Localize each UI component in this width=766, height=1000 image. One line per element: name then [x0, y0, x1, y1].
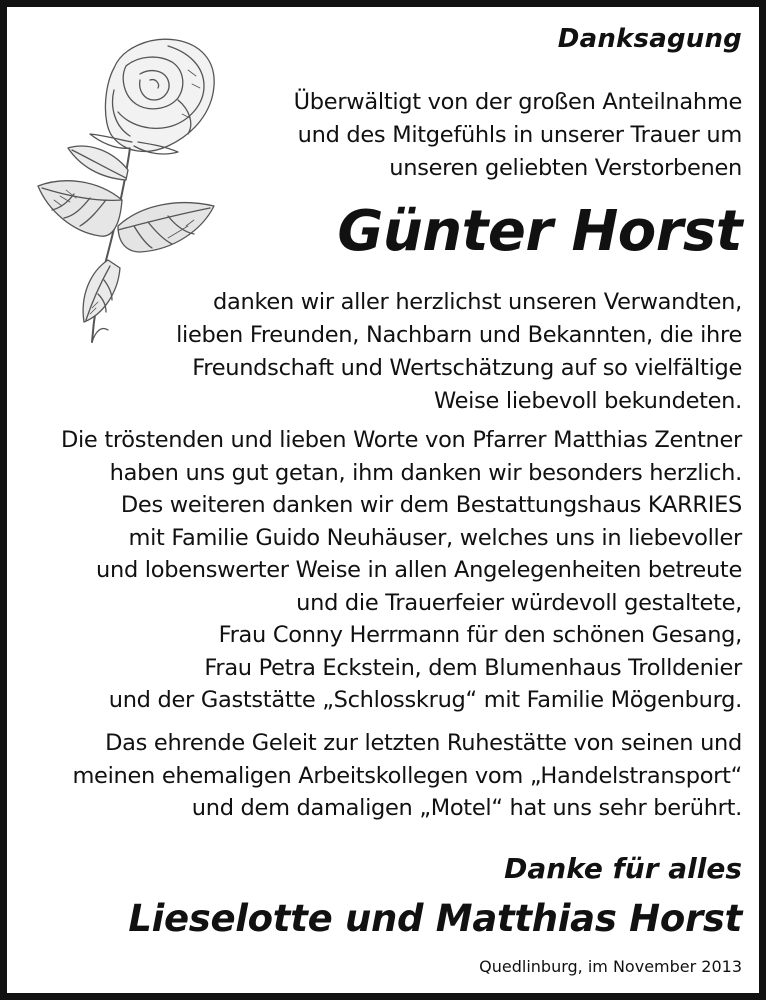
paragraph-line: und die Trauerfeier würdevoll gestaltete, [296, 589, 742, 616]
deceased-name: Günter Horst [337, 199, 742, 264]
paragraph-line: Das ehrende Geleit zur letzten Ruhestätte von seinen und [105, 730, 742, 756]
intro-line: Überwältigt von der großen Anteilnahme [293, 89, 742, 115]
intro-line: unseren geliebten Verstorbenen [389, 155, 742, 181]
thanks-line: lieben Freunden, Nachbarn und Bekannten, die ihre [176, 322, 742, 348]
paragraph-line: Frau Petra Eckstein, dem Blumenhaus Trolldenier [204, 654, 742, 681]
thanks-line: danken wir aller herzlichst unseren Verwandten, [213, 289, 742, 315]
paragraph-line: haben uns gut getan, ihm danken wir besonders herzlich. [109, 459, 742, 486]
paragraph-line: Frau Conny Herrmann für den schönen Gesang, [218, 622, 742, 648]
intro-text [294, 86, 742, 185]
paragraph-line: mit Familie Guido Neuhäuser, welches uns in liebevoller [128, 524, 742, 551]
paragraph-line: meinen ehemaligen Arbeitskollegen vom „Handelstransport“ [72, 762, 742, 789]
thanks-line: Freundschaft und Wertschätzung auf so vielfältige [192, 355, 742, 381]
intro-line: und des Mitgefühls in unserer Trauer um [297, 122, 742, 148]
escort-paragraph [72, 727, 742, 825]
paragraph-line: Des weiteren danken wir dem Bestattungshaus KARRIES [120, 492, 742, 518]
paragraph-line: und dem damaligen „Motel“ hat uns sehr berührt. [191, 795, 742, 821]
signers-names: Lieselotte und Matthias Horst [128, 897, 742, 940]
closing-line: Danke für alles [504, 852, 742, 885]
place-date: Quedlinburg, im November 2013 [479, 957, 742, 976]
thanks-line: Weise liebevoll bekundeten. [433, 388, 742, 414]
thanks-text [176, 286, 742, 418]
paragraph-line: und lobenswerter Weise in allen Angelegenheiten betreute [96, 557, 742, 583]
notice-heading: Danksagung [557, 24, 742, 54]
paragraph-line: und der Gaststätte „Schlosskrug“ mit Familie Mögenburg. [108, 687, 742, 713]
acknowledgements-paragraph [61, 424, 742, 717]
paragraph-line: Die tröstenden und lieben Worte von Pfarrer Matthias Zentner [60, 427, 742, 453]
